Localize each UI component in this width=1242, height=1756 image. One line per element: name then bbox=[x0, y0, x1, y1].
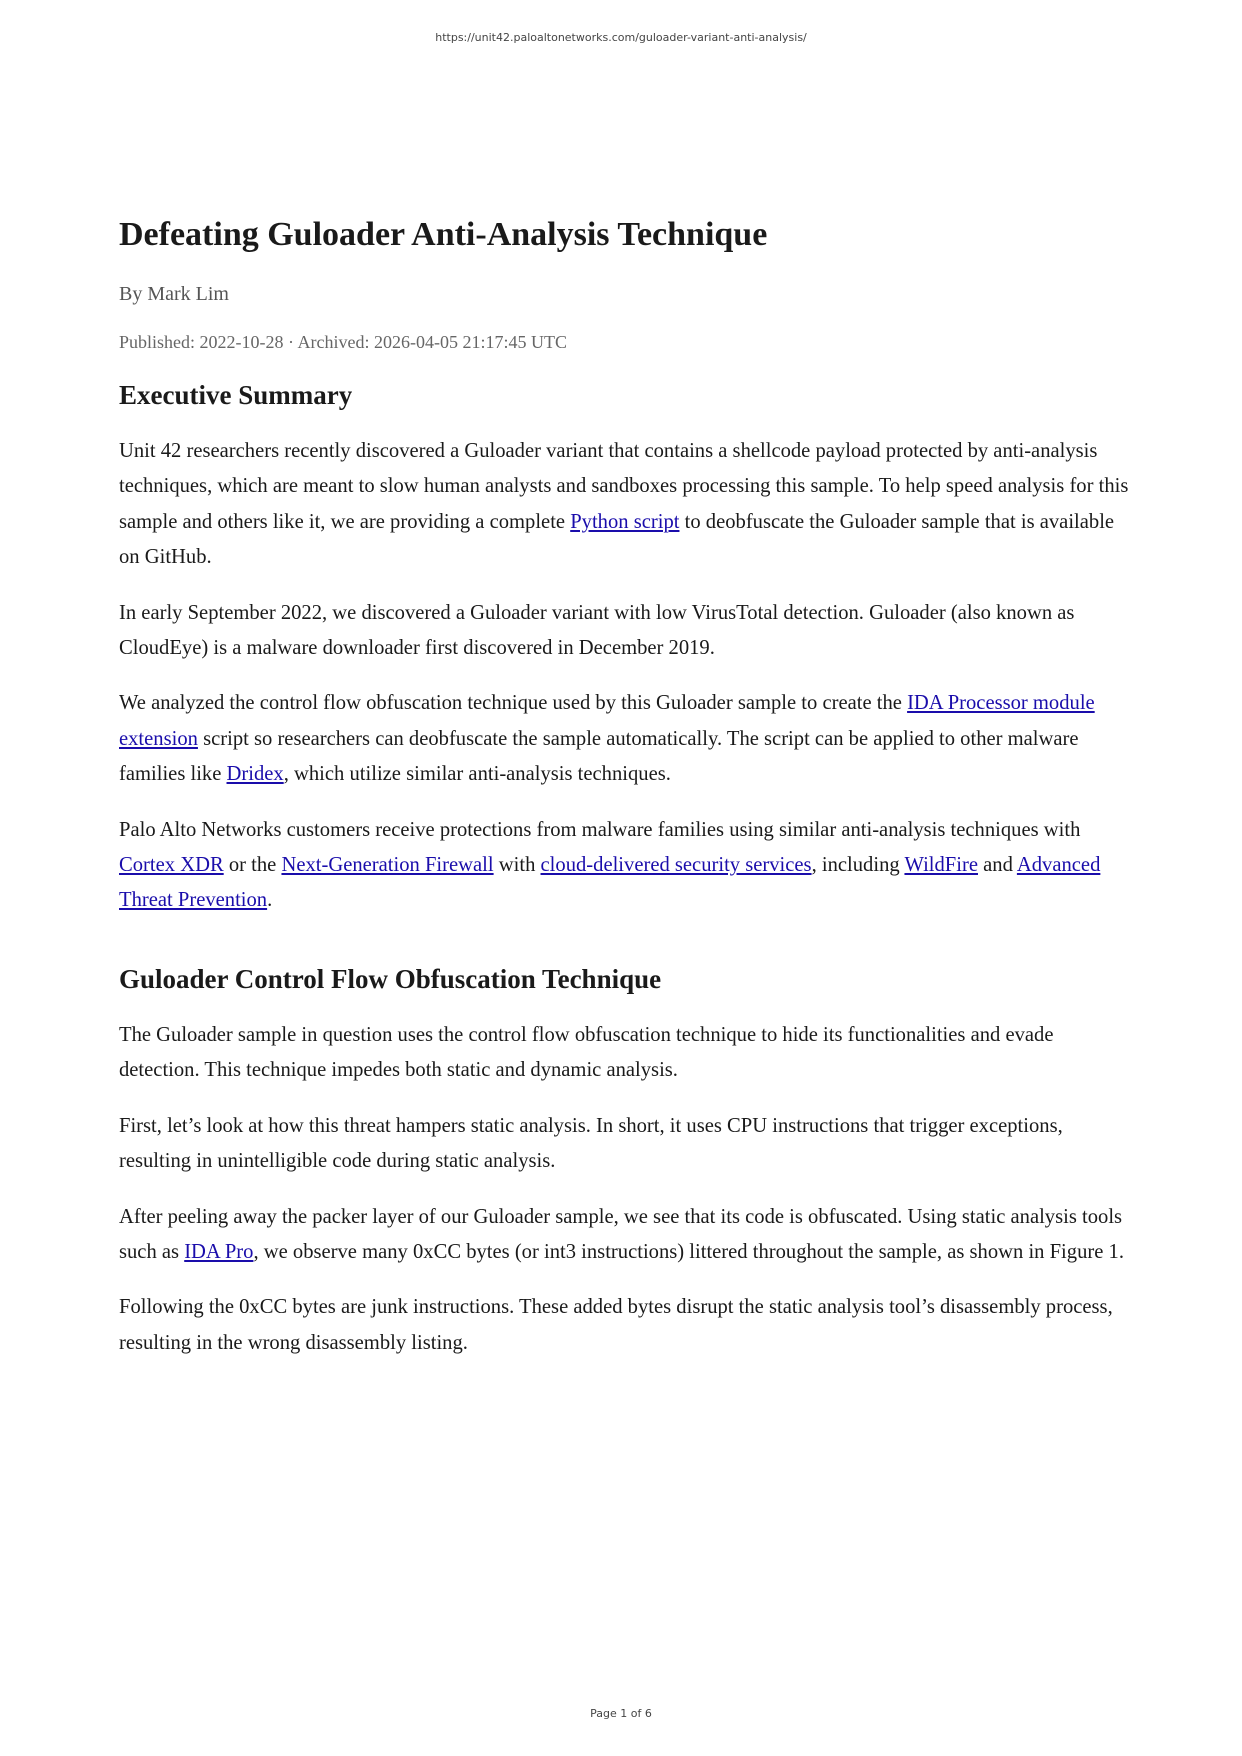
text-span: After peeling away the packer layer of our Guloader sample, we see that its code is obfuscated. Using static analysis tools such as bbox=[119, 1205, 1123, 1263]
page-number-footer: Page 1 of 6 bbox=[590, 1707, 652, 1720]
paragraph: In early September 2022, we discovered a Guloader variant with low VirusTotal detection. Guloader (also known as CloudEye) is a malware downloader first discovered in December 2019. bbox=[119, 601, 1075, 660]
text-span: Palo Alto Networks customers receive protections from malware families using similar anti-analysis techniques with bbox=[119, 818, 1081, 841]
text-span: . bbox=[267, 889, 273, 912]
python-script-link[interactable]: Python script bbox=[570, 510, 680, 533]
text-span: , including bbox=[811, 854, 905, 877]
wildfire-link[interactable]: WildFire bbox=[904, 854, 978, 877]
advanced-threat-prevention-link[interactable]: Advanced Threat Prevention bbox=[119, 854, 1101, 912]
ida-processor-module-link[interactable]: IDA Processor module extension bbox=[119, 692, 1095, 750]
dridex-link[interactable]: Dridex bbox=[226, 763, 284, 786]
paragraph bbox=[119, 686, 1131, 792]
article-meta: Published: 2022-10-28 · Archived: 2026-04-05 21:17:45 UTC bbox=[119, 332, 567, 352]
paragraph bbox=[119, 813, 1131, 919]
text-span: to deobfuscate the Guloader sample that is available on GitHub. bbox=[119, 510, 1115, 569]
text-span: with bbox=[493, 854, 541, 877]
page-url-header: https://unit42.paloaltonetworks.com/guloader-variant-anti-analysis/ bbox=[435, 31, 807, 44]
paragraph bbox=[119, 434, 1131, 576]
text-span: script so researchers can deobfuscate the sample automatically. The script can be applied to other malware families like bbox=[119, 727, 1079, 786]
paragraph: First, let’s look at how this threat hampers static analysis. In short, it uses CPU instructions that trigger exceptions, resulting in unintelligible code during static analysis. bbox=[119, 1114, 1063, 1173]
section-heading-executive-summary: Executive Summary bbox=[119, 380, 353, 410]
article-title: Defeating Guloader Anti-Analysis Technique bbox=[119, 216, 768, 253]
article-body bbox=[119, 208, 1131, 1361]
text-span: or the bbox=[223, 854, 282, 877]
paragraph: The Guloader sample in question uses the control flow obfuscation technique to hide its functionalities and evade detection. This technique impedes both static and dynamic analysis. bbox=[119, 1023, 1054, 1082]
text-span: We analyzed the control flow obfuscation technique used by this Guloader sample to create the bbox=[119, 692, 908, 715]
text-span: , which utilize similar anti-analysis techniques. bbox=[283, 763, 671, 786]
ida-pro-link[interactable]: IDA Pro bbox=[184, 1240, 254, 1263]
cloud-delivered-security-services-link[interactable]: cloud-delivered security services bbox=[540, 854, 812, 877]
cortex-xdr-link[interactable]: Cortex XDR bbox=[119, 854, 224, 877]
text-span: , we observe many 0xCC bytes (or int3 instructions) littered throughout the sample, as shown in Figure 1. bbox=[253, 1240, 1124, 1263]
paragraph bbox=[119, 1200, 1131, 1271]
article-byline: By Mark Lim bbox=[119, 283, 229, 305]
section-heading-control-flow-obfuscation: Guloader Control Flow Obfuscation Technique bbox=[119, 963, 662, 994]
next-generation-firewall-link[interactable]: Next-Generation Firewall bbox=[281, 854, 494, 877]
text-span: Unit 42 researchers recently discovered a Guloader variant that contains a shellcode payload protected by anti-analysis techniques, which are meant to slow human analysts and sandboxes processing this sample. To help speed analysis for this sample and others like it, we are providing a complete bbox=[119, 440, 1129, 533]
paragraph: Following the 0xCC bytes are junk instructions. These added bytes disrupt the static analysis tool’s disassembly process, resulting in the wrong disassembly listing. bbox=[119, 1296, 1113, 1354]
text-span: and bbox=[977, 854, 1017, 877]
